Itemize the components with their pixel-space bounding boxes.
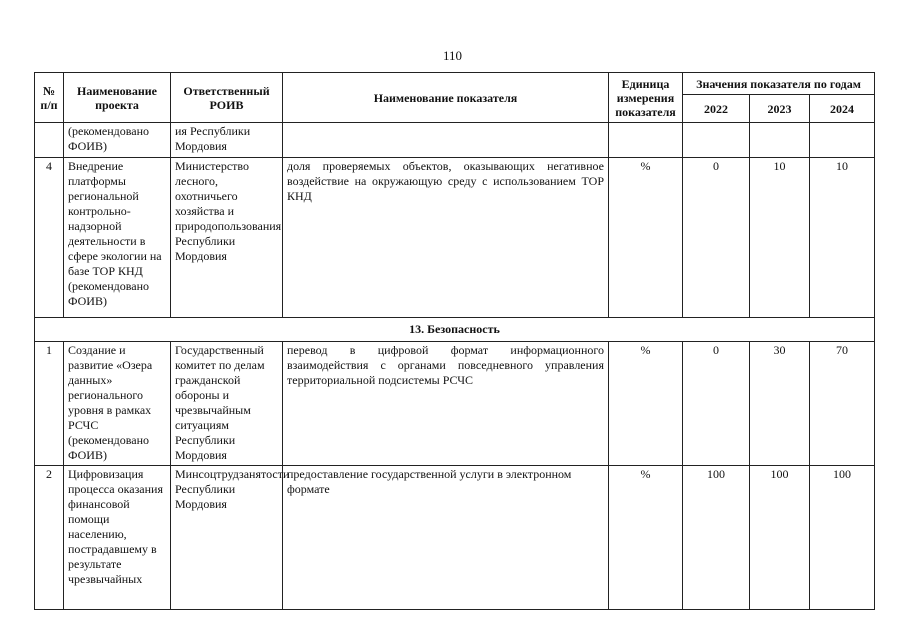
header-year-2024: 2024 [810, 95, 875, 123]
row-value-2023: 100 [750, 466, 810, 610]
row-value-2023: 10 [750, 158, 810, 318]
row-project: Создание и развитие «Озера данных» регионального уровня в рамках РСЧС (рекомендовано ФОИВ) [64, 342, 171, 466]
page-number: 110 [442, 48, 463, 63]
row-unit [609, 123, 683, 158]
row-roiv: Государственный комитет по делам гражданской обороны и чрезвычайным ситуациям Республики Мордовия [171, 342, 283, 466]
row-project: Внедрение платформы региональной контрольно-надзорной деятельности в сфере экологии на базе ТОР КНД (рекомендовано ФОИВ) [64, 158, 171, 318]
row-roiv: Минсоцтрудзанятости Республики Мордовия [171, 466, 283, 610]
header-num: № п/п [35, 73, 64, 123]
table-row [35, 123, 875, 158]
table-row [35, 158, 875, 318]
table-row [35, 466, 875, 610]
row-indicator: перевод в цифровой формат информационного взаимодействия с органами повседневного управления территориальной подсистемы РСЧС [283, 342, 609, 466]
header-roiv: Ответственный РОИВ [171, 73, 283, 123]
header-project: Наименование проекта [64, 73, 171, 123]
row-value-2022: 0 [683, 158, 750, 318]
table-header-row [35, 73, 875, 95]
row-value-2024: 10 [810, 158, 875, 318]
header-year-2022: 2022 [683, 95, 750, 123]
row-roiv: ия Республики Мордовия [171, 123, 283, 158]
row-value-2024 [810, 123, 875, 158]
row-value-2023: 30 [750, 342, 810, 466]
row-num: 4 [35, 158, 64, 318]
row-value-2024: 100 [810, 466, 875, 610]
row-value-2023 [750, 123, 810, 158]
row-value-2022: 0 [683, 342, 750, 466]
row-indicator: предоставление государственной услуги в электронном формате [283, 466, 609, 610]
row-unit: % [609, 342, 683, 466]
header-values: Значения показателя по годам [683, 73, 875, 95]
row-roiv: Министерство лесного, охотничьего хозяйства и природопользования Республики Мордовия [171, 158, 283, 318]
section-row [35, 318, 875, 342]
row-project: Цифровизация процесса оказания финансовой помощи населению, пострадавшему в результате чрезвычайных [64, 466, 171, 610]
row-value-2022 [683, 123, 750, 158]
header-unit: Единица измерения показателя [609, 73, 683, 123]
row-indicator [283, 123, 609, 158]
row-unit: % [609, 158, 683, 318]
row-indicator: доля проверяемых объектов, оказывающих негативное воздействие на окружающую среду с использованием ТОР КНД [283, 158, 609, 318]
row-project: (рекомендовано ФОИВ) [64, 123, 171, 158]
table-row [35, 342, 875, 466]
row-value-2022: 100 [683, 466, 750, 610]
row-num: 1 [35, 342, 64, 466]
row-num: 2 [35, 466, 64, 610]
row-num [35, 123, 64, 158]
indicators-table [34, 72, 875, 610]
header-year-2023: 2023 [750, 95, 810, 123]
row-value-2024: 70 [810, 342, 875, 466]
row-unit: % [609, 466, 683, 610]
section-title: 13. Безопасность [35, 318, 875, 342]
header-indicator: Наименование показателя [283, 73, 609, 123]
